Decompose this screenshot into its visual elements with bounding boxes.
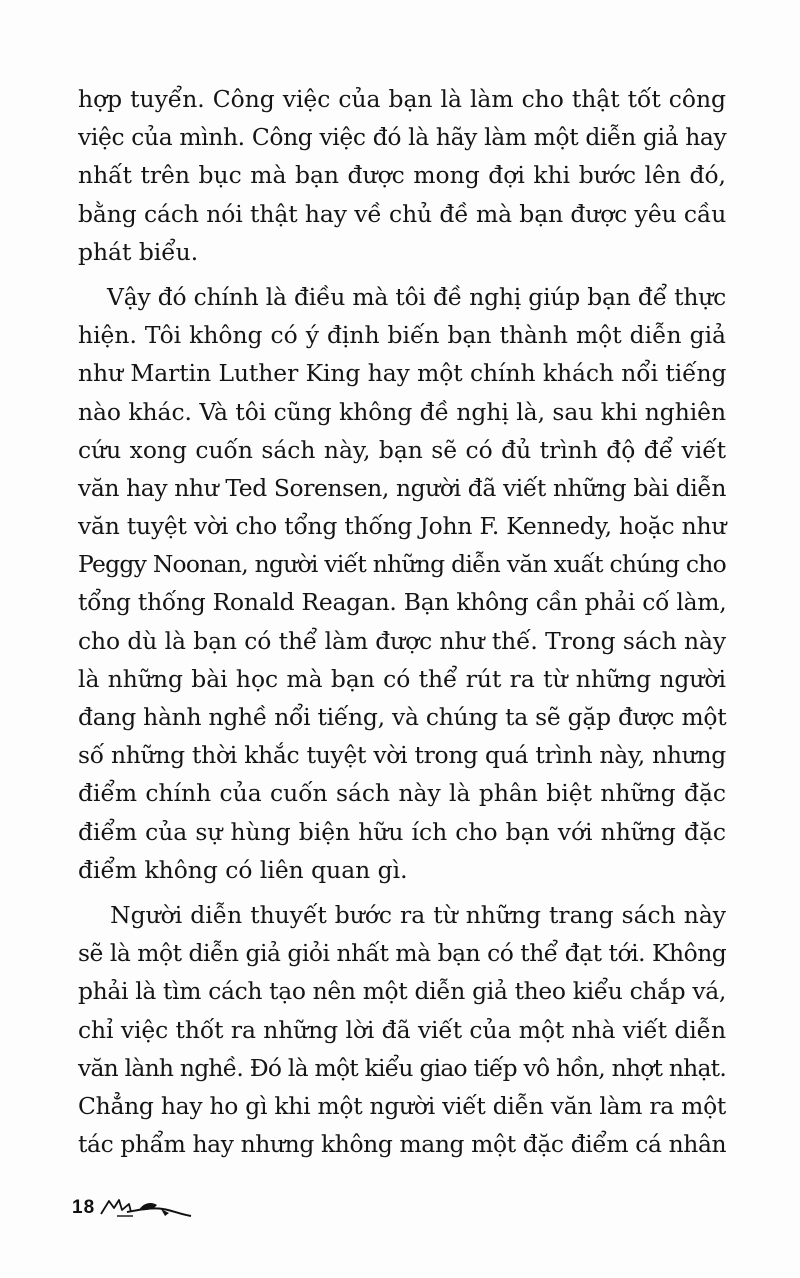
text-line: Peggy Noonan, người viết những diễn văn xuất chúng cho (78, 550, 726, 579)
text-line: cứu xong cuốn sách này, bạn sẽ có đủ trình độ để viết (78, 435, 726, 464)
text-line: tổng thống Ronald Reagan. Bạn không cần phải cố làm, (78, 588, 727, 617)
text-line: nào khác. Và tôi cũng không đề nghị là, sau khi nghiên (78, 397, 726, 426)
paragraph-gap (78, 271, 726, 278)
text-line: là những bài học mà bạn có thể rút ra từ những người (78, 664, 726, 693)
body-text (78, 80, 726, 1163)
page-number: 18 (72, 1197, 96, 1218)
text-line: điểm không có liên quan gì. (78, 855, 408, 884)
text-line: đang hành nghề nổi tiếng, và chúng ta sẽ gặp được một (78, 703, 727, 731)
text-line: văn lành nghề. Đó là một kiểu giao tiếp vô hồn, nhợt nhạt. (78, 1053, 726, 1082)
text-line: việc của mình. Công việc đó là hãy làm một diễn giả hay (78, 123, 727, 152)
text-line: số những thời khắc tuyệt vời trong quá trình này, nhưng (78, 741, 726, 770)
text-line: hiện. Tôi không có ý định biến bạn thành một diễn giả (78, 321, 726, 350)
text-line: văn tuyệt vời cho tổng thống John F. Kennedy, hoặc như (78, 512, 727, 541)
text-line: Vậy đó chính là điều mà tôi đề nghị giúp bạn để thực (78, 282, 726, 311)
text-line: Người diễn thuyết bước ra từ những trang sách này (78, 900, 726, 929)
text-line: phát biểu. (78, 237, 199, 266)
text-line: nhất trên bục mà bạn được mong đợi khi bước lên đó, (78, 161, 726, 190)
quill-ornament-icon (99, 1192, 195, 1222)
text-line: chỉ việc thốt ra những lời đã viết của một nhà viết diễn (78, 1015, 726, 1044)
text-line: phải là tìm cách tạo nên một diễn giả theo kiểu chắp vá, (78, 977, 726, 1006)
text-line: như Martin Luther King hay một chính khách nổi tiếng (78, 359, 727, 388)
text-line: cho dù là bạn có thể làm được như thế. Trong sách này (78, 626, 726, 655)
text-line: văn hay như Ted Sorensen, người đã viết những bài diễn (78, 473, 726, 502)
text-line: điểm của sự hùng biện hữu ích cho bạn với những đặc (78, 817, 726, 846)
text-line: tác phẩm hay nhưng không mang một đặc điểm cá nhân (78, 1130, 727, 1159)
paragraph-gap (78, 889, 726, 896)
text-line: điểm chính của cuốn sách này là phân biệt những đặc (78, 779, 726, 808)
page-footer (72, 1192, 195, 1222)
text-line: bằng cách nói thật hay về chủ đề mà bạn được yêu cầu (78, 199, 727, 228)
text-line: sẽ là một diễn giả giỏi nhất mà bạn có thể đạt tới. Không (78, 939, 727, 968)
text-line: hợp tuyển. Công việc của bạn là làm cho thật tốt công (78, 85, 726, 113)
text-line: Chẳng hay ho gì khi một người viết diễn văn làm ra một (78, 1091, 727, 1120)
